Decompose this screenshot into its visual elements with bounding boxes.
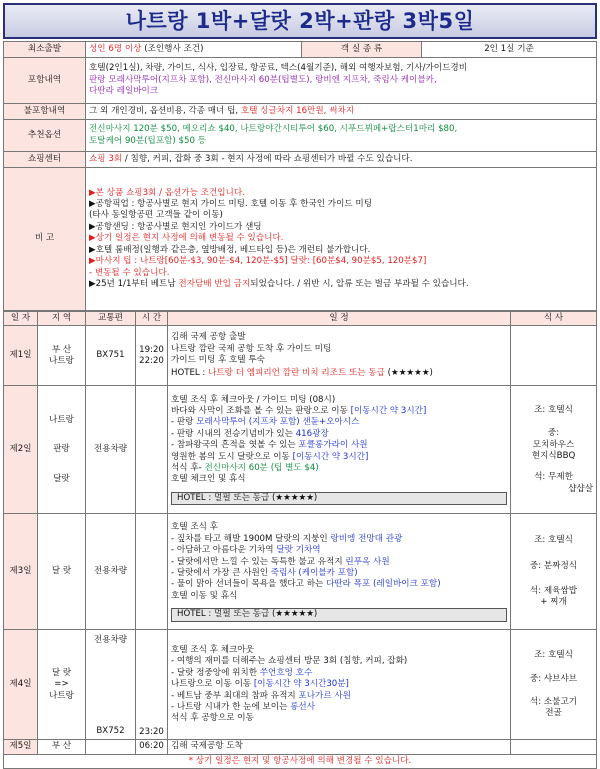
exclude-row: [4, 104, 597, 120]
transport-text: BX751: [86, 326, 136, 386]
table-header-row: [4, 312, 597, 326]
schedule-table: [3, 311, 597, 766]
exclude-highlight: 호텔 싱글차지 16만원, 써차지: [240, 105, 355, 116]
notes-label: 비 고: [4, 168, 86, 311]
meal-text: 석: 소불고기: [529, 696, 578, 707]
day-row: [4, 326, 597, 386]
note-line: ▶공항픽업 : 항공사별로 현지 가이드 미팅. 호텔 이동 후 한국인 가이드 미팅: [89, 199, 373, 210]
header-transport: 교통편: [86, 312, 136, 326]
exclude-text: 그 외 개인경비, 옵션비용, 각종 매너 팁,: [89, 105, 241, 116]
meal-text: 석: 무제한: [534, 472, 573, 483]
note-line: ▶마사지 팁 : 나트랑[60분-$3, 90분-$4, 120분-$5] 달랏: [60분$4, 90분$5, 120분$7]: [89, 256, 427, 267]
area-text: 달 랏: [38, 514, 86, 630]
hotel-box: HOTEL : 멀펄 또는 동급 (★★★★★): [171, 492, 507, 505]
transport-text: BX752: [96, 726, 125, 736]
recommend-label: 추천옵션: [4, 120, 86, 152]
room-type-value: 2인 1실 기준: [422, 42, 597, 58]
header-time: 시 간: [136, 312, 168, 326]
area-text: 나트랑: [49, 690, 74, 701]
header-area: 지 역: [38, 312, 86, 326]
shopping-row: [4, 152, 597, 168]
summary-table: [3, 41, 597, 311]
day-label: 제5일: [4, 740, 38, 754]
schedule-line: 호텔 조식 후: [171, 522, 218, 533]
meal-text: 중:: [547, 428, 560, 439]
time-text: 22:20: [139, 355, 164, 366]
area-text: 나트랑: [49, 355, 74, 366]
transport-text: 전용차량: [86, 514, 136, 630]
area-text: 부 산: [38, 740, 86, 754]
min-departure-label: 최소출발: [4, 42, 86, 58]
schedule-line: 호텔 조식 후 체크아웃 / 가이드 미팅 (08시): [171, 394, 336, 405]
meal-text: 모치하우스: [532, 439, 575, 450]
exclude-label: 불포함내역: [4, 104, 86, 120]
header-day: 일 자: [4, 312, 38, 326]
note-line: ▶호텔 룸배정(일행과 같은층, 옆방배정, 베드타입 등)은 개런티 불가합니다.: [89, 244, 371, 255]
footer-note: * 상기 일정은 현지 및 항공사정에 의해 변경될 수 있습니다.: [4, 754, 597, 768]
note-line: (타사 동일항공편 고객들 같이 이동): [89, 210, 223, 221]
room-type-label: 객 실 종 류: [302, 42, 422, 58]
meal-text: 전골: [545, 708, 562, 719]
day-row: [4, 740, 597, 754]
note-line: ▶상기 일정은 현지 사정에 의해 변동될 수 있습니다.: [89, 233, 284, 244]
meal-text: + 찌개: [540, 597, 567, 608]
day-row: 제4일 달 랏 => 나트랑 전용차량 BX752 23:20 호텔 조식 후 체크아웃 - 여행의 재미를 더해주는 쇼핑센터 방문 3회 (침향, 커피, 잡화) - 달랏 정중앙에 위치한 쑤언흐엉 호수 나트랑으로 이동 이동 [이동시간 약 3시간30분] - 베트남 중부 최대의 참파 유적지 포나가르 사원 - 나트랑 시내가 한 눈에 보이는 롱선사 석식 후 공항으로 이동 조: 호텔식 중: 샤브샤브 석: 소불고기 전골: [4, 630, 597, 740]
transport-text: 전용차량: [86, 386, 136, 514]
header-schedule: 일 정: [168, 312, 511, 326]
itinerary-sheet: [3, 3, 597, 766]
include-label: 포함내역: [4, 58, 86, 104]
include-row: [4, 58, 597, 104]
recommend-line: 토탈케어 90분(팁포함) $50 등: [89, 135, 206, 146]
meal-text: 조: 호텔식: [534, 535, 573, 546]
page-title: 나트랑 1박+달랏 2박+판랑 3박5일: [3, 3, 597, 39]
meal-text: 현지식BBQ: [531, 450, 576, 461]
meal-text: 샵샵살: [568, 483, 593, 494]
meal-text: 조: 호텔식: [534, 650, 573, 661]
note-text: 되었습니다. / 위반 시, 압류 또는 벌금 부과될 수 있습니다.: [250, 278, 469, 289]
schedule-line: - 여행의 재미를 더해주는 쇼핑센터 방문 3회 (침향, 커피, 잡화): [171, 656, 408, 667]
area-text: 판랑: [53, 444, 70, 455]
recommend-row: [4, 120, 597, 152]
area-text: 부 산: [51, 344, 72, 355]
min-departure-row: [4, 42, 597, 58]
time-text: 19:20: [139, 344, 164, 355]
schedule-line: 석식 후 공항으로 이동: [171, 713, 254, 724]
area-text: 나트랑: [49, 414, 74, 425]
hotel-line: HOTEL : 나트랑 더 엠피리언 깜란 비치 리조트 또는 동급 (★★★★★): [171, 368, 433, 379]
include-line: 판랑 모래사막투어(지프차 포함), 전신마사지 60분(팁별도), 랑비엔 지프차, 죽림사 케이블카,: [89, 74, 437, 85]
day-label: 제3일: [4, 514, 38, 630]
shopping-count: 쇼핑 3회: [89, 153, 123, 164]
meal-text: 중: 샤브샤브: [529, 673, 578, 684]
shopping-text: / 침향, 커피, 잡화 중 3회 - 현지 사정에 따라 쇼핑센터가 바뀔 수도 있습니다.: [122, 153, 413, 164]
schedule-line: 호텔 조식 후 체크아웃: [171, 644, 254, 655]
meal-text: 중: 분짜정식: [529, 560, 578, 571]
min-departure-note: (조인행사 조건): [144, 43, 204, 54]
note-line: - 변동될 수 있습니다.: [89, 267, 170, 278]
schedule-line: 김해 국제 공항 출발: [171, 332, 246, 343]
day-label: 제2일: [4, 386, 38, 514]
schedule-line: 나트랑 깜란 국제 공항 도착 후 가이드 미팅: [171, 343, 332, 354]
day-label: 제4일: [4, 630, 38, 740]
day-row: 제2일 나트랑 판랑 달랏 전용차량 호텔 조식 후 체크아웃 / 가이드 미팅 (08시) 바다와 사막이 조화를 볼 수 있는 판랑으로 이동 [이동시간 약 3시간] - 판랑 모래사막투어 (지프차 포함) 샌듄+오아시스 - 판랑 시내의 전승기념비가 있는 416광장 - 참파왕국의 흔적을 엿볼 수 있는 포클롱가라이 사원 영원한 봄의 도시 달랏으로 이동 [이동시간 약 3시간] 석식 후- 전신마사지 60분 (팁 별도 $4) 호텔 체크인 및 휴식 HOTEL : 멀펄 또는 동급 (★★★★★) 조: 호텔식 중: 모치하우스 현지식BBQ 석: 무제한 샵샵살: [4, 386, 597, 514]
area-text: 달 랏: [51, 667, 72, 678]
area-text: =>: [54, 679, 69, 690]
note-line: ▶본 상품 쇼핑3회 / 옵션가능 조건입니다.: [89, 187, 245, 198]
schedule-line: 호텔 체크인 및 휴식: [171, 474, 246, 485]
time-text: 23:20: [136, 630, 168, 740]
note-text: ▶25년 1/1부터 베트남: [89, 278, 179, 289]
day-row: 제3일 달 랏 전용차량 호텔 조식 후 - 짚차를 타고 해발 1900M 달랏의 지붕인 랑비엥 전망대 관광 - 아담하고 아름다운 기차역 달랏 기차역 - 달랏에서만 느낄 수 있는 독특한 불교 유적지 린푸옥 사원 - 달랏에서 가장 큰 사원인 죽림사 (케이블카 포함) - 물이 맑아 선녀들이 목욕을 했다고 하는 다딴라 폭포 (레일바이크 포함) 호텔 이동 및 휴식 HOTEL : 멀펄 또는 동급 (★★★★★) 조: 호텔식 중: 분짜정식 석: 제육쌈밥 + 찌개: [4, 514, 597, 630]
include-line: 다딴라 레일바이크: [89, 86, 159, 97]
shopping-label: 쇼핑센터: [4, 152, 86, 168]
footer-row: [4, 754, 597, 768]
min-departure-value: 성인 6명 이상: [89, 43, 142, 54]
schedule-line: 김해 국제공항 도착: [168, 740, 511, 754]
note-line: ▶공항샌딩 : 항공사별로 현지인 가이드가 샌딩: [89, 221, 262, 232]
time-text: 06:20: [136, 740, 168, 754]
hotel-box: HOTEL : 멀펄 또는 동급 (★★★★★): [171, 608, 507, 621]
schedule-line: 가이드 미팅 후 호텔 투숙: [171, 354, 265, 365]
recommend-line: 전신마사지 120분 $50, 메오리쇼 $40, 나트랑야간시티투어 $60, 시푸드뷔페+랍스터1마리 $80,: [89, 124, 458, 135]
note-highlight: 전자담배 반입 금지: [178, 278, 251, 289]
meal-text: 조: 호텔식: [534, 404, 573, 415]
meal-text: 석: 제육쌈밥: [529, 585, 578, 596]
notes-row: [4, 168, 597, 311]
include-line: 호텔(2인1실), 차량, 가이드, 식사, 입장료, 항공료, 텍스(4월기준), 해외 여행자보험, 기사/가이드경비: [89, 63, 468, 74]
area-text: 달랏: [53, 473, 70, 484]
day-label: 제1일: [4, 326, 38, 386]
schedule-line: 호텔 이동 및 휴식: [171, 590, 238, 601]
header-meal: 식 사: [511, 312, 597, 326]
transport-text: 전용차량: [93, 635, 128, 646]
